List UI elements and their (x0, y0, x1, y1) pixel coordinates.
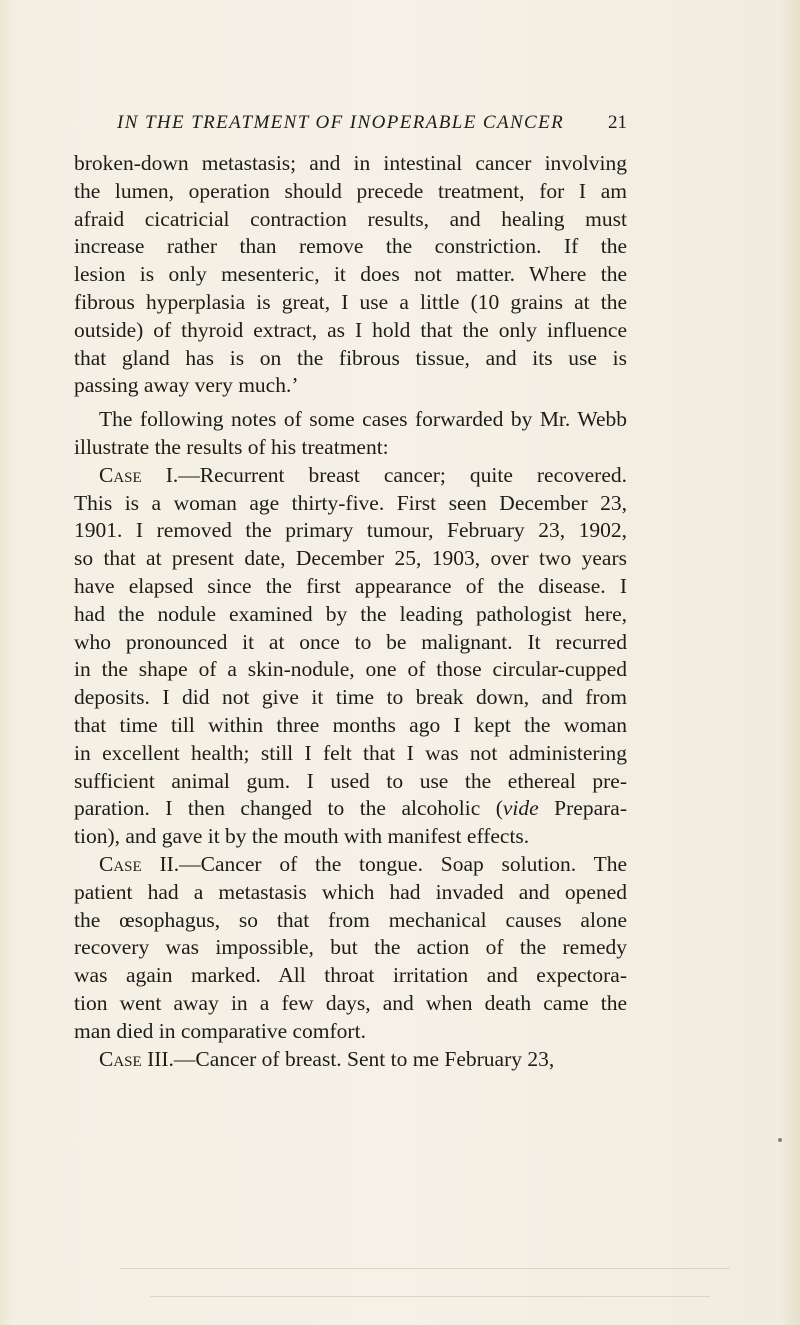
text-line: recovery was impossible, but the action of the remedy (74, 935, 627, 960)
text-line: the lumen, operation should precede treatment, for I am (74, 178, 627, 203)
text-line: paration. I then changed to the alcoholic (vide Prepara- (74, 796, 627, 821)
case-label: Case (99, 462, 142, 487)
text-line: who pronounced it at once to be malignant. It recurred (74, 629, 627, 654)
case-heading-line: Case III.—Cancer of breast. Sent to me February 23, (99, 1046, 555, 1071)
text-line: This is a woman age thirty-five. First seen December 23, (74, 490, 627, 515)
case-label: Case (99, 851, 142, 876)
text-line: deposits. I did not give it time to break down, and from (74, 685, 627, 710)
text-line: that gland has is on the fibrous tissue, and its use is (74, 345, 627, 370)
text-line: so that at present date, December 25, 1903, over two years (74, 546, 627, 571)
text-line: sufficient animal gum. I used to use the ethereal pre- (74, 768, 627, 793)
text-line: tion went away in a few days, and when death came the (74, 990, 627, 1015)
case-heading-line: Case I.—Recurrent breast cancer; quite recovered. (99, 462, 627, 487)
print-speck (778, 1138, 782, 1142)
text-line: outside) of thyroid extract, as I hold that the only influence (74, 317, 627, 342)
paper-crease (120, 1268, 730, 1269)
text-line: passing away very much.’ (74, 373, 299, 398)
text-line: have elapsed since the first appearance of the disease. I (74, 573, 627, 598)
text-line: patient had a metastasis which had invaded and opened (74, 879, 627, 904)
paper-crease (150, 1296, 710, 1297)
text-line: the œsophagus, so that from mechanical causes alone (74, 907, 627, 932)
text-line: in the shape of a skin-nodule, one of those circular-cupped (74, 657, 627, 682)
text-line: tion), and gave it by the mouth with manifest effects. (74, 824, 530, 849)
running-head-title: IN THE TREATMENT OF INOPERABLE CANCER (117, 112, 565, 133)
text-line: man died in comparative comfort. (74, 1018, 366, 1043)
page-number: 21 (608, 112, 627, 133)
text-line: illustrate the results of his treatment: (74, 434, 389, 459)
text-line: afraid cicatricial contraction results, and healing must (74, 206, 627, 231)
text-line: lesion is only mesenteric, it does not matter. Where the (74, 262, 627, 287)
body-text (74, 150, 627, 1073)
text-line: had the nodule examined by the leading pathologist here, (74, 601, 627, 626)
text-line: The following notes of some cases forwarded by Mr. Webb (99, 407, 627, 432)
text-line: increase rather than remove the constriction. If the (74, 234, 627, 259)
italic-term: vide (502, 796, 539, 821)
case-label: Case (99, 1046, 142, 1071)
case-heading-line: Case II.—Cancer of the tongue. Soap solution. The (99, 851, 627, 876)
text-line: broken-down metastasis; and in intestinal cancer involving (74, 151, 627, 175)
text-line: that time till within three months ago I kept the woman (74, 712, 627, 737)
running-head (117, 112, 627, 134)
text-line: in excellent health; still I felt that I was not administering (74, 740, 627, 765)
text-line: was again marked. All throat irritation and expectora- (74, 963, 627, 988)
text-line: fibrous hyperplasia is great, I use a little (10 grains at the (74, 289, 627, 314)
text-line: 1901. I removed the primary tumour, February 23, 1902, (74, 518, 627, 543)
